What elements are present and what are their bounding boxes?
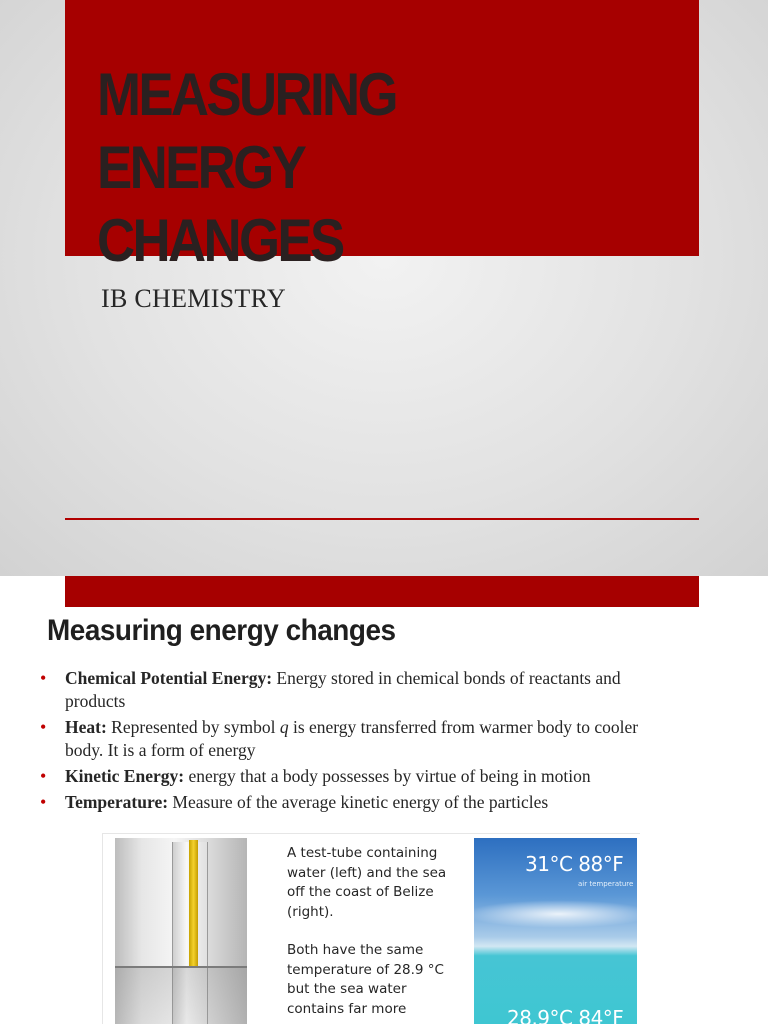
bullet-dot-icon: • — [40, 792, 47, 812]
term-chemical-potential-energy: Chemical Potential Energy: — [65, 668, 273, 688]
list-item — [40, 667, 660, 713]
air-temperature-readout: 31°C 88°F — [525, 852, 624, 876]
list-item — [40, 765, 660, 788]
cloud-shape — [474, 900, 637, 928]
definition-text: Measure of the average kinetic energy of the particles — [168, 792, 549, 812]
slide-title-line-2: CHANGES — [97, 207, 343, 274]
tube-water — [115, 966, 247, 1024]
caption-paragraph-2: Both have the same temperature of 28.9 °C but the sea water contains far more — [287, 942, 444, 1017]
definitions-list — [40, 667, 660, 817]
bullet-dot-icon: • — [40, 668, 47, 688]
definition-text: Energy stored in chemical bonds of reactants and products — [65, 668, 621, 711]
sea-temperature-readout: 28.9°C 84°F — [507, 1006, 624, 1024]
term-heat: Heat: — [65, 717, 107, 737]
divider-rule — [65, 518, 699, 520]
content-slide — [0, 576, 768, 1024]
sea-photo — [474, 838, 637, 1024]
definition-text: Represented by symbol — [106, 717, 280, 737]
list-item — [40, 791, 660, 814]
definition-text: is energy transferred from warmer body to cooler body. It is a form of energy — [65, 717, 639, 760]
slide-title — [97, 58, 607, 277]
slide-title-line-1: MEASURING ENERGY — [97, 61, 396, 201]
header-band — [65, 576, 699, 607]
bullet-dot-icon: • — [40, 717, 47, 737]
content-slide-title: Measuring energy changes — [47, 614, 396, 647]
definition-text: energy that a body possesses by virtue of being in motion — [184, 766, 591, 786]
slide-subtitle: IB CHEMISTRY — [101, 284, 286, 313]
caption-paragraph-1: A test-tube containing water (left) and the sea off the coast of Belize (right). — [287, 845, 447, 920]
list-item — [40, 716, 660, 762]
term-kinetic-energy: Kinetic Energy: — [65, 766, 185, 786]
temperature-figure — [102, 833, 640, 1024]
heat-symbol: q — [279, 717, 289, 737]
test-tube-photo — [115, 838, 247, 1024]
bullet-dot-icon: • — [40, 766, 47, 786]
figure-caption — [287, 844, 467, 1024]
term-temperature: Temperature: — [65, 792, 169, 812]
thermometer-icon — [189, 840, 198, 968]
air-temperature-label: air temperature — [578, 880, 634, 888]
